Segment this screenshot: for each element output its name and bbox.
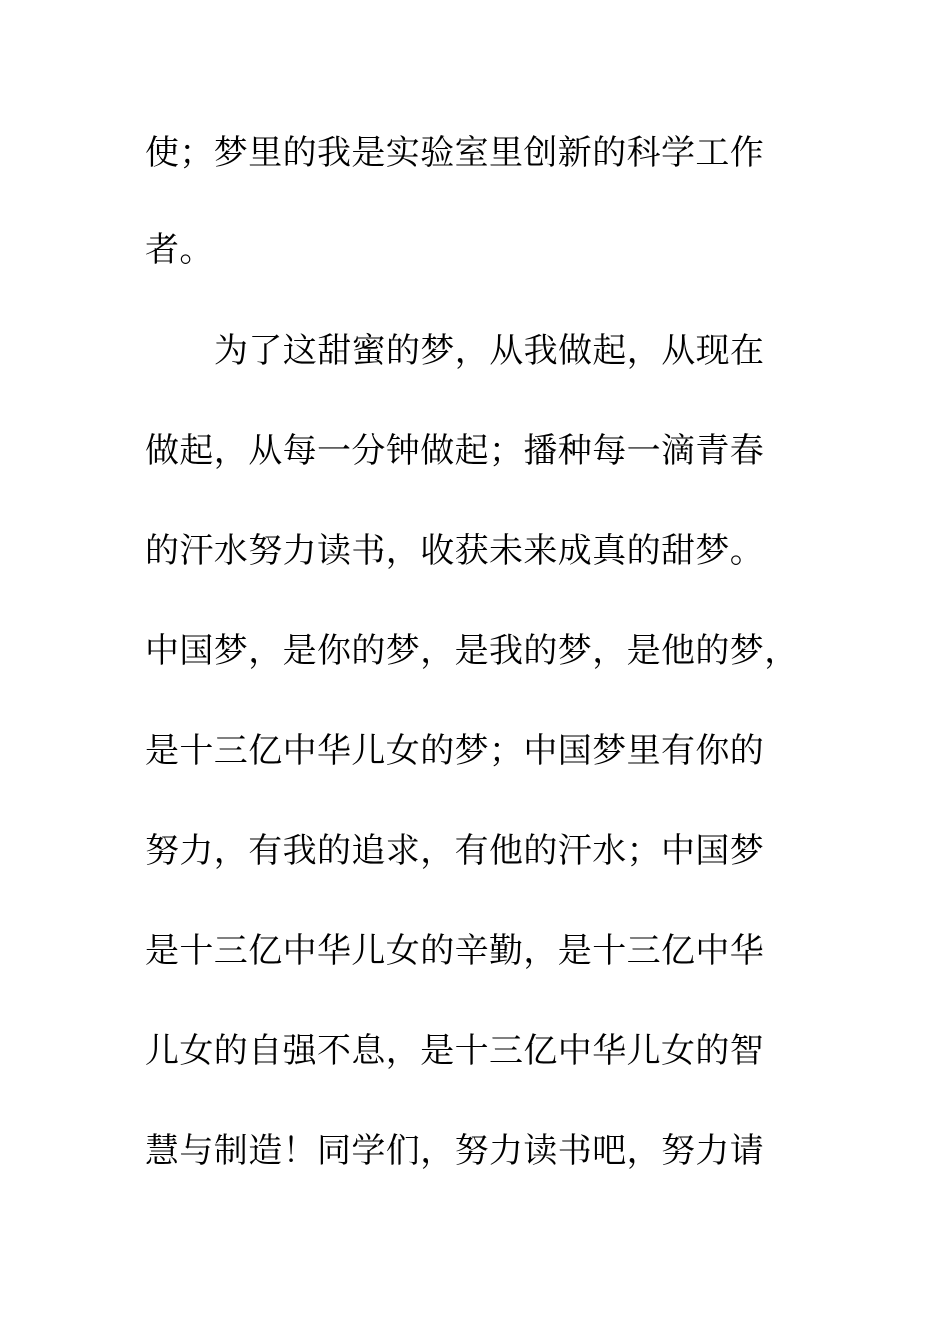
text-line-2: 者。 — [145, 230, 214, 270]
paragraph-start-line: 为了这甜蜜的梦，从我做起，从现在 — [214, 331, 765, 371]
text-line-9: 是十三亿中华儿女的辛勤，是十三亿中华 — [145, 931, 765, 971]
text-line-8: 努力，有我的追求，有他的汗水；中国梦 — [145, 831, 765, 871]
text-line-10: 儿女的自强不息，是十三亿中华儿女的智 — [145, 1031, 765, 1071]
text-line-5: 的汗水努力读书，收获未来成真的甜梦。 — [145, 531, 765, 571]
text-line-4: 做起，从每一分钟做起；播种每一滴青春 — [145, 431, 765, 471]
text-line-7: 是十三亿中华儿女的梦；中国梦里有你的 — [145, 731, 765, 771]
text-line-11: 慧与制造！同学们，努力读书吧，努力请 — [145, 1131, 765, 1171]
text-line-1: 使；梦里的我是实验室里创新的科学工作 — [145, 133, 765, 173]
text-line-6: 中国梦，是你的梦，是我的梦，是他的梦， — [145, 631, 799, 671]
